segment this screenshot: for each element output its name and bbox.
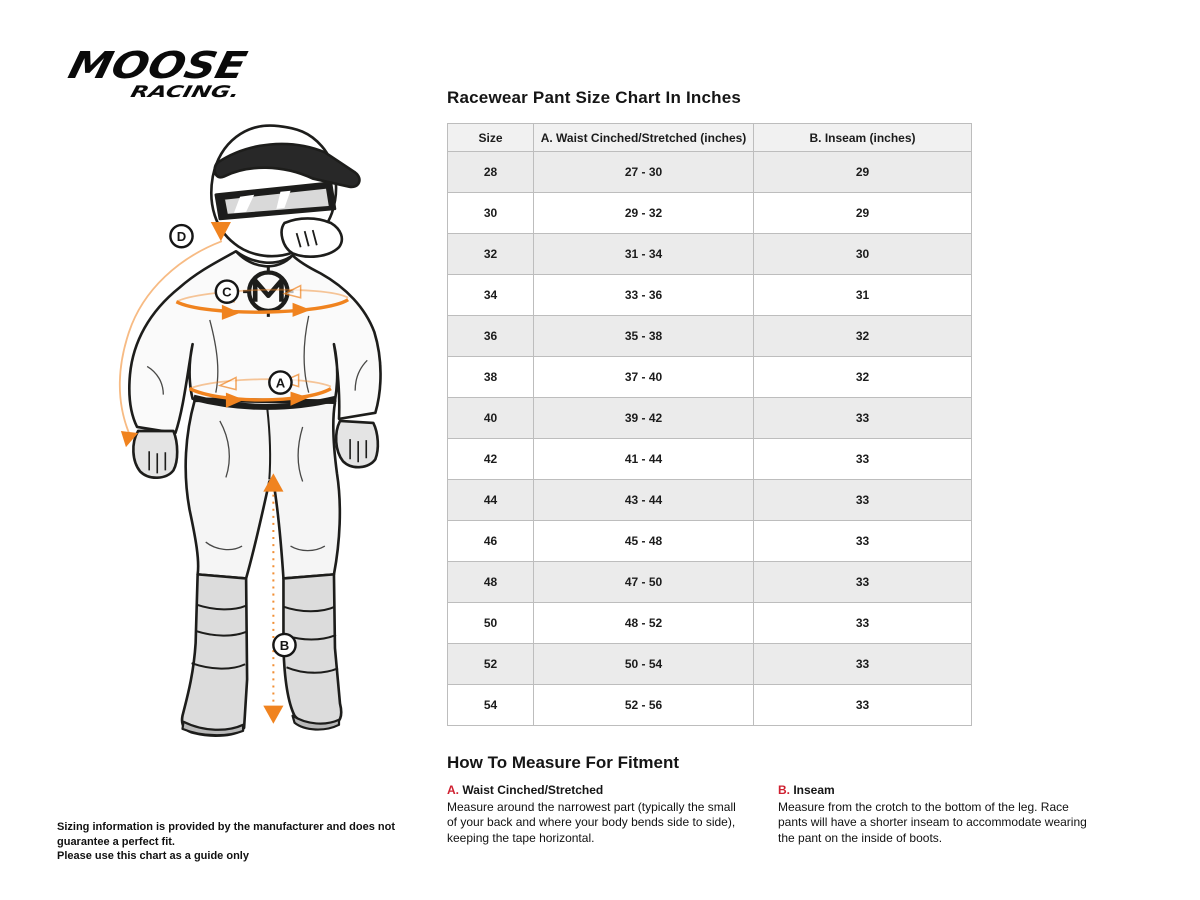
inseam-cell: 30: [754, 234, 972, 275]
how-to-measure-section: [447, 753, 1167, 846]
inseam-cell: 33: [754, 562, 972, 603]
table-row: [448, 644, 972, 685]
table-row: [448, 439, 972, 480]
waist-cell: 31 - 34: [534, 234, 754, 275]
size-cell: 52: [448, 644, 534, 685]
size-cell: 46: [448, 521, 534, 562]
table-header-row: [448, 124, 972, 152]
waist-cell: 33 - 36: [534, 275, 754, 316]
waist-cell: 41 - 44: [534, 439, 754, 480]
size-table: [447, 123, 972, 726]
disclaimer-line-1: Sizing information is provided by the manufacturer and does not guarantee a perfect fit.: [57, 821, 395, 848]
header-size: Size: [448, 124, 534, 152]
waist-cell: 37 - 40: [534, 357, 754, 398]
table-row: [448, 316, 972, 357]
moose-racing-logo: [55, 44, 250, 106]
table-row: [448, 398, 972, 439]
inseam-cell: 33: [754, 521, 972, 562]
svg-text:C: C: [222, 284, 232, 300]
table-row: [448, 357, 972, 398]
table-row: [448, 275, 972, 316]
section-b-letter: B.: [778, 783, 790, 797]
waist-cell: 52 - 56: [534, 685, 754, 726]
inseam-cell: 33: [754, 398, 972, 439]
inseam-cell: 32: [754, 357, 972, 398]
waist-cell: 47 - 50: [534, 562, 754, 603]
size-cell: 48: [448, 562, 534, 603]
inseam-cell: 33: [754, 685, 972, 726]
table-row: [448, 562, 972, 603]
section-a-text: Measure around the narrowest part (typically the small of your back and where your body bends side to side), keeping the tape horizontal.: [447, 799, 736, 845]
size-cell: 40: [448, 398, 534, 439]
waist-cell: 35 - 38: [534, 316, 754, 357]
inseam-cell: 33: [754, 644, 972, 685]
size-cell: 38: [448, 357, 534, 398]
table-row: [448, 234, 972, 275]
waist-cell: 48 - 52: [534, 603, 754, 644]
table-row: [448, 521, 972, 562]
inseam-cell: 33: [754, 439, 972, 480]
svg-text:B: B: [279, 638, 290, 654]
inseam-cell: 31: [754, 275, 972, 316]
size-cell: 44: [448, 480, 534, 521]
label-B: [273, 634, 295, 656]
waist-cell: 50 - 54: [534, 644, 754, 685]
logo-word-moose: MOOSE: [64, 44, 227, 87]
section-a-letter: A.: [447, 783, 459, 797]
chart-title: Racewear Pant Size Chart In Inches: [447, 88, 742, 107]
section-a-name: Waist Cinched/Stretched: [462, 783, 604, 797]
inseam-cell: 33: [754, 603, 972, 644]
sizing-disclaimer: [57, 820, 447, 864]
table-row: [448, 152, 972, 193]
header-inseam: B. Inseam (inches): [754, 124, 972, 152]
disclaimer-line-2: Please use this chart as a guide only: [57, 850, 249, 863]
section-b-text: Measure from the crotch to the bottom of the leg. Race pants will have a shorter inseam to accommodate wearing the pant on the inside of boots.: [778, 799, 1087, 845]
size-cell: 50: [448, 603, 534, 644]
size-cell: 34: [448, 275, 534, 316]
size-cell: 54: [448, 685, 534, 726]
inseam-bottom-arrow: [263, 706, 283, 724]
waist-cell: 29 - 32: [534, 193, 754, 234]
rider-boots: [182, 574, 341, 735]
header-waist: A. Waist Cinched/Stretched (inches): [534, 124, 754, 152]
how-to-section-waist: [447, 783, 747, 846]
size-cell: 42: [448, 439, 534, 480]
how-to-title: How To Measure For Fitment: [447, 753, 680, 772]
size-cell: 28: [448, 152, 534, 193]
inseam-cell: 33: [754, 480, 972, 521]
waist-cell: 45 - 48: [534, 521, 754, 562]
inseam-cell: 29: [754, 152, 972, 193]
rider-measurement-illustration: [38, 118, 432, 744]
waist-cell: 39 - 42: [534, 398, 754, 439]
label-C: [216, 281, 238, 303]
logo-word-racing: RACING.: [128, 82, 208, 101]
table-row: [448, 685, 972, 726]
size-cell: 32: [448, 234, 534, 275]
label-A: [269, 371, 291, 393]
helmet-chin-bar: [282, 218, 342, 256]
table-row: [448, 193, 972, 234]
waist-cell: 43 - 44: [534, 480, 754, 521]
svg-text:D: D: [176, 229, 187, 245]
size-cell: 30: [448, 193, 534, 234]
inseam-cell: 29: [754, 193, 972, 234]
table-row: [448, 603, 972, 644]
size-cell: 36: [448, 316, 534, 357]
size-chart-section: [447, 88, 971, 726]
label-D: [170, 225, 192, 247]
waist-cell: 27 - 30: [534, 152, 754, 193]
section-b-name: Inseam: [793, 783, 835, 797]
svg-text:A: A: [275, 375, 286, 391]
rider-body: [129, 126, 380, 736]
inseam-cell: 32: [754, 316, 972, 357]
rider-helmet: [211, 126, 359, 257]
table-row: [448, 480, 972, 521]
how-to-section-inseam: [778, 783, 1090, 846]
